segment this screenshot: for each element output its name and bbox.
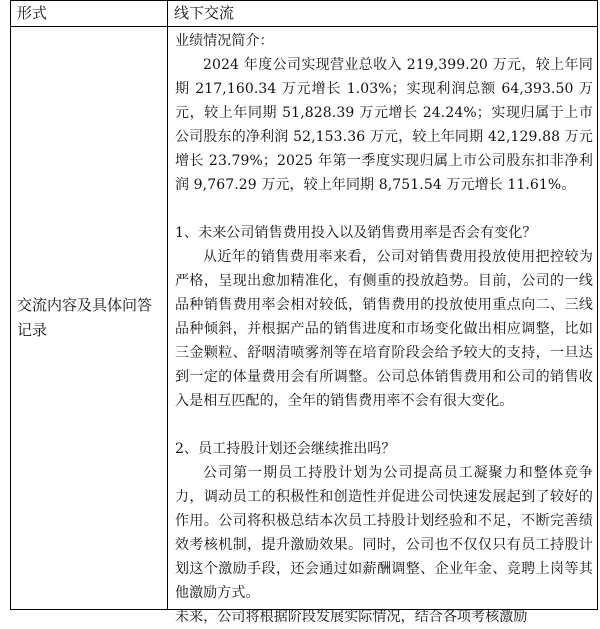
- content-body: [175, 29, 593, 625]
- content-label: 交流内容及具体问答记录: [11, 27, 168, 610]
- question-2: 2、员工持股计划还会继续推出吗？: [175, 441, 396, 457]
- performance-heading: 业绩情况简介：: [175, 33, 274, 49]
- question-1: 1、未来公司销售费用投入以及销售费用率是否会有变化？: [175, 225, 537, 241]
- performance-summary: 2024 年度公司实现营业总收入 219,399.20 万元，较上年同期 217,160.34 万元增长 1.03%；实现利润总额 64,393.50 万元，较上年同期 51,828.39 万元增长 24.24%；实现归属于上市公司股东的净利润 52,153.36 万元，较上年同期 42,129.88 万元增长 23.79%；2025 年第一季度实现归属上市公司股东扣非净利润 9,767.29 万元，较上年同期 8,751.54 万元增长 11.61%。: [175, 57, 593, 193]
- answer-2-continued: 未来，公司将根据阶段发展实际情况，结合各项考核激励: [175, 609, 528, 625]
- content-cell: [168, 27, 598, 625]
- form-label: 形式: [11, 1, 168, 27]
- content-row: [11, 27, 598, 610]
- paragraph-gap: [175, 197, 593, 221]
- answer-2: 公司第一期员工持股计划为公司提高员工凝聚力和整体竞争力，调动员工的积极性和创造性并促进公司快速发展起到了较好的作用。公司将积极总结本次员工持股计划经验和不足，不断完善绩效考核机制，提升激励效果。同时，公司也不仅仅只有员工持股计划这个激励手段，还会通过如薪酬调整、企业年金、竞聘上岗等其他激励方式。: [175, 465, 593, 601]
- answer-1: 从近年的销售费用率来看，公司对销售费用投放使用把控较为严格，呈现出愈加精准化，有侧重的投放趋势。目前，公司的一线品种销售费用率会相对较低，销售费用的投放使用重点向二、三线品种倾斜，并根据产品的销售进度和市场变化做出相应调整，比如三金颗粒、舒咽清喷雾剂等在培育阶段会给予较大的支持，一旦达到一定的体量费用会有所调整。公司总体销售费用和公司的销售收入是相互匹配的，全年的销售费用率不会有很大变化。: [175, 249, 593, 409]
- record-table: [10, 0, 598, 625]
- form-row: [11, 1, 598, 27]
- form-value: 线下交流: [168, 1, 598, 27]
- paragraph-gap: [175, 413, 593, 437]
